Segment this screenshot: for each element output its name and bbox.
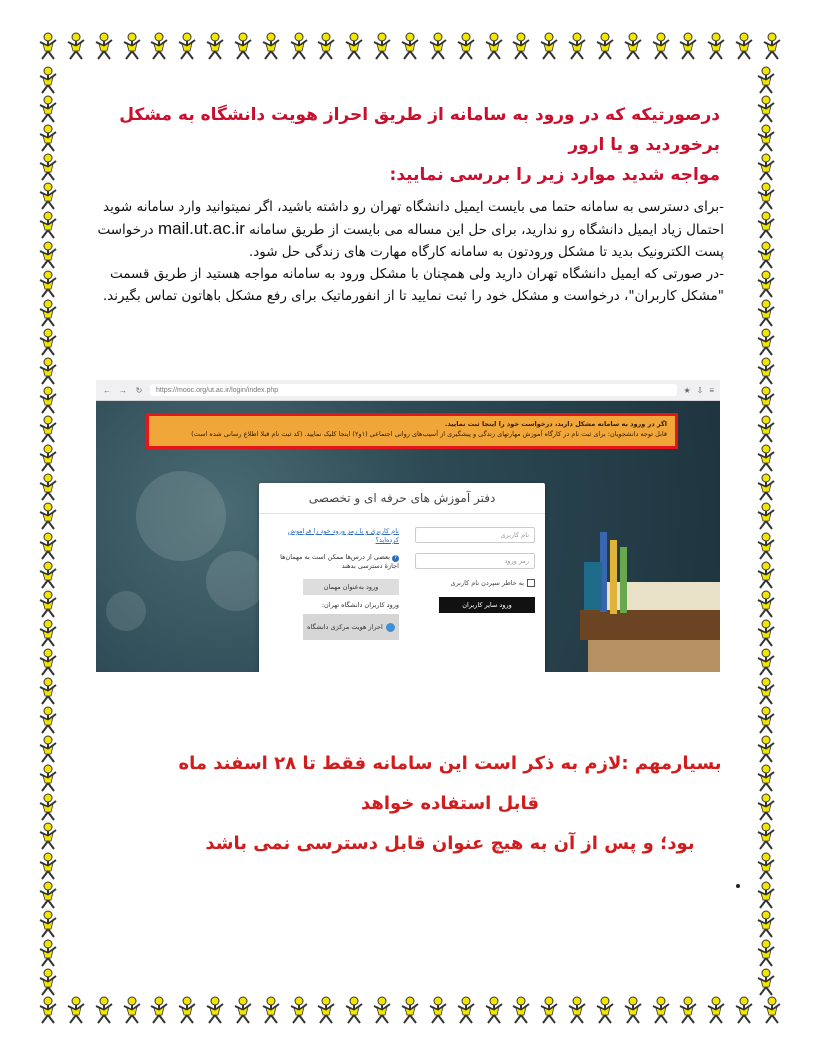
instruction-1-line1: -برای دسترسی به سامانه حتما می بایست ایمیل دانشگاه تهران رو داشته باشید، اگر نمیتوانید وارد سامانه شوید [103,199,724,215]
clipart-figure-icon [754,66,778,94]
clipart-figure-icon [621,32,645,60]
clipart-figure-icon [36,182,60,210]
instruction-2-line1: -در صورتی که ایمیل دانشگاه تهران دارید ولی همچنان با مشکل ورود به سامانه مواجه هستید از طریق قسمت [109,266,724,282]
bokeh-circle [206,551,266,611]
ut-auth-label: احراز هویت مرکزی دانشگاه [307,622,383,631]
clipart-figure-icon [754,590,778,618]
clipart-figure-icon [36,444,60,472]
login-options [269,527,399,640]
clipart-figure-icon [370,32,394,60]
clipart-figure-icon [754,270,778,298]
ut-auth-button[interactable] [303,614,399,640]
clipart-figure-icon [754,124,778,152]
clipart-figure-icon [754,386,778,414]
clipart-figure-icon [754,153,778,181]
help-icon[interactable]: ? [392,555,399,562]
clipart-figure-icon [36,881,60,909]
clipart-figure-icon [676,996,700,1024]
ut-users-label: ورود کاربران دانشگاه تهران: [321,601,399,609]
clipart-figure-icon [649,32,673,60]
clipart-figure-icon [754,357,778,385]
clipart-figure-icon [732,32,756,60]
clipart-figure-icon [509,32,533,60]
page-border-top [36,32,784,62]
clipart-figure-icon [120,996,144,1024]
clipart-figure-icon [704,996,728,1024]
clipart-figure-icon [754,182,778,210]
clipart-figure-icon [287,996,311,1024]
clipart-figure-icon [314,996,338,1024]
clipart-figure-icon [36,473,60,501]
clipart-figure-icon [36,299,60,327]
clipart-figure-icon [36,910,60,938]
clipart-figure-icon [92,996,116,1024]
bokeh-circle [106,591,146,631]
clipart-figure-icon [175,996,199,1024]
clipart-figure-icon [754,532,778,560]
login-page-screenshot [96,380,720,672]
clipart-figure-icon [231,996,255,1024]
clipart-figure-icon [36,32,60,60]
address-text: https://mooc.org/ut.ac.ir/login/index.php [156,386,279,394]
instruction-1-line3: پست الکترونیک بدید تا مشکل ورودتون به سامانه کارگاه مهارت های زندگی حل شود. [248,244,724,260]
hero-background [96,401,720,672]
clipart-figure-icon [231,32,255,60]
clipart-figure-icon [36,735,60,763]
clipart-figure-icon [754,328,778,356]
clipart-figure-icon [754,211,778,239]
menu-icon: ≡ [709,385,714,395]
clipart-figure-icon [649,996,673,1024]
clipart-figure-icon [36,153,60,181]
clipart-figure-icon [36,764,60,792]
clipart-figure-icon [36,95,60,123]
login-form [415,527,535,613]
clipart-figure-icon [509,996,533,1024]
clipart-figure-icon [754,561,778,589]
clipart-figure-icon [147,32,171,60]
books-illustration [570,522,720,672]
clipart-figure-icon [754,910,778,938]
clipart-figure-icon [36,852,60,880]
notice-line2: قابل توجه دانشجویان: برای ثبت نام در کارگاه آموزش مهارتهای زندگی و پیشگیری از آسیب‌های روانی اجتماعی (۱و۲) اینجا کلیک نمایید. (کد ثبت نام قبلا اطلاع رسانی شده است) [191,430,667,438]
login-button[interactable]: ورود سایر کاربران [439,597,535,613]
clipart-figure-icon [704,32,728,60]
clipart-figure-icon [36,502,60,530]
notice-line1: اگر در ورود به سامانه مشکل دارید، درخواست خود را اینجا ثبت نمایید. [444,420,667,428]
stray-dot [736,884,740,888]
instructions-body [60,196,724,307]
clipart-figure-icon [36,619,60,647]
clipart-figure-icon [36,677,60,705]
clipart-figure-icon [760,996,784,1024]
clipart-figure-icon [754,502,778,530]
clipart-figure-icon [36,590,60,618]
back-icon: ← [103,385,111,395]
clipart-figure-icon [92,32,116,60]
instruction-1-line2-end: درخواست [97,222,154,238]
browser-toolbar [96,380,720,401]
clipart-figure-icon [537,32,561,60]
instruction-1-line2-text: احتمال زیاد ایمیل دانشگاه رو ندارید، برای حل این مساله می بایست از طریق سامانه [249,222,724,238]
clipart-figure-icon [754,881,778,909]
clipart-figure-icon [36,648,60,676]
clipart-figure-icon [36,124,60,152]
clipart-figure-icon [754,95,778,123]
clipart-figure-icon [754,241,778,269]
important-note [160,744,740,864]
username-field[interactable]: نام کاربری [415,527,535,543]
clipart-figure-icon [36,211,60,239]
clipart-figure-icon [36,241,60,269]
clipart-figure-icon [754,793,778,821]
intro-heading [100,100,720,190]
clipart-figure-icon [426,996,450,1024]
remember-username[interactable] [415,579,535,587]
clipart-figure-icon [754,648,778,676]
clipart-figure-icon [342,996,366,1024]
bokeh-circle [136,471,226,561]
forward-icon: → [119,385,127,395]
login-card [259,483,545,672]
clipart-figure-icon [426,32,450,60]
clipart-figure-icon [398,32,422,60]
clipart-figure-icon [621,996,645,1024]
clipart-figure-icon [36,415,60,443]
clipart-figure-icon [287,32,311,60]
clipart-figure-icon [64,32,88,60]
clipart-figure-icon [36,968,60,996]
clipart-figure-icon [370,996,394,1024]
clipart-figure-icon [593,32,617,60]
clipart-figure-icon [754,619,778,647]
reload-icon: ↻ [135,385,143,395]
guest-login-button[interactable]: ورود به‌عنوان مهمان [303,579,399,595]
clipart-figure-icon [64,996,88,1024]
clipart-figure-icon [36,822,60,850]
clipart-figure-icon [454,996,478,1024]
clipart-figure-icon [482,996,506,1024]
page-border-right [754,66,784,996]
clipart-figure-icon [676,32,700,60]
clipart-figure-icon [36,270,60,298]
clipart-figure-icon [342,32,366,60]
clipart-figure-icon [754,822,778,850]
browser-icons [683,386,714,395]
clipart-figure-icon [203,32,227,60]
clipart-figure-icon [565,32,589,60]
star-icon: ★ [683,385,691,395]
clipart-figure-icon [754,444,778,472]
clipart-figure-icon [754,415,778,443]
clipart-figure-icon [147,996,171,1024]
clipart-figure-icon [754,968,778,996]
clipart-figure-icon [36,561,60,589]
university-logo-icon [386,623,395,632]
clipart-figure-icon [36,793,60,821]
clipart-figure-icon [482,32,506,60]
clipart-figure-icon [754,852,778,880]
clipart-figure-icon [398,996,422,1024]
clipart-figure-icon [314,32,338,60]
remember-label: به خاطر سپردن نام کاربری [450,579,524,587]
clipart-figure-icon [36,532,60,560]
instruction-1-line2 [60,218,724,241]
clipart-figure-icon [120,32,144,60]
clipart-figure-icon [36,66,60,94]
clipart-figure-icon [36,386,60,414]
clipart-figure-icon [36,706,60,734]
important-note-line1: بسیارمهم :لازم به ذکر است این سامانه فقط تا ۲۸ اسفند ماه قابل استفاده خواهد [178,753,722,814]
clipart-figure-icon [175,32,199,60]
clipart-figure-icon [754,764,778,792]
clipart-figure-icon [36,328,60,356]
intro-heading-line2: مواجه شدید موارد زیر را بررسی نمایید: [389,165,720,185]
page-border-bottom [36,996,784,1026]
clipart-figure-icon [754,299,778,327]
notice-banner [146,413,678,449]
clipart-figure-icon [454,32,478,60]
clipart-figure-icon [36,996,60,1024]
guest-info-text: بعضی از درس‌ها ممکن است به مهمان‌ها اجازهٔ دسترسی بدهند [280,553,399,570]
clipart-figure-icon [754,473,778,501]
clipart-figure-icon [565,996,589,1024]
clipart-figure-icon [203,996,227,1024]
clipart-figure-icon [754,706,778,734]
important-note-line2: بود؛ و پس از آن به هیچ عنوان قابل دسترسی نمی باشد [205,833,695,854]
checkbox-icon[interactable] [527,579,535,587]
clipart-figure-icon [36,939,60,967]
address-bar [150,384,677,396]
password-field[interactable]: رمز ورود [415,553,535,569]
forgot-password-link[interactable]: نام کاربری و یا رمز ورود خود را فراموش کرده‌اید؟ [288,527,399,544]
clipart-figure-icon [537,996,561,1024]
guest-info [269,553,399,571]
clipart-figure-icon [259,32,283,60]
intro-heading-line1: درصورتیکه که در ورود به سامانه از طریق احراز هویت دانشگاه به مشکل برخوردید و یا ارور [119,105,720,155]
clipart-figure-icon [259,996,283,1024]
instruction-2-line2: "مشکل کاربران"، درخواست و مشکل خود را ثبت نمایید تا از انفورماتیک برای رفع مشکل باهاتون تماس بگیرند. [102,288,724,304]
clipart-figure-icon [760,32,784,60]
clipart-figure-icon [754,735,778,763]
mail-url: mail.ut.ac.ir [157,219,245,238]
clipart-figure-icon [754,939,778,967]
clipart-figure-icon [593,996,617,1024]
clipart-figure-icon [732,996,756,1024]
clipart-figure-icon [754,677,778,705]
clipart-figure-icon [36,357,60,385]
download-icon: ⇩ [696,385,704,395]
login-title: دفتر آموزش های حرفه ای و تخصصی [259,483,545,514]
